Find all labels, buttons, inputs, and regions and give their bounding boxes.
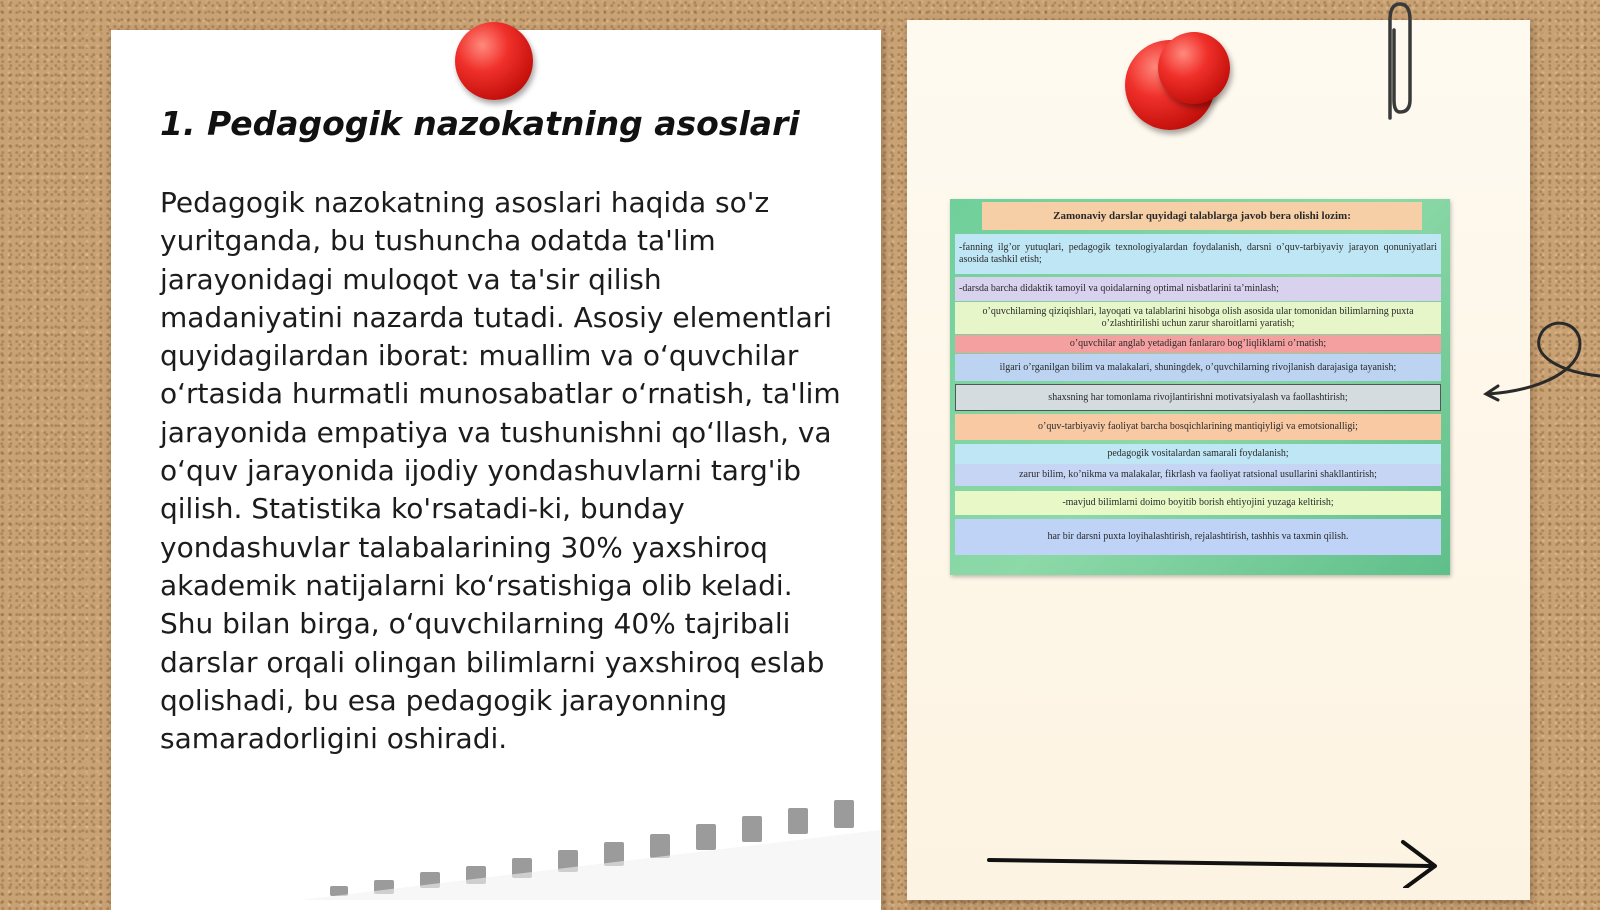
slide-title: 1. Pedagogik nazokatning asoslari	[160, 104, 800, 143]
paperclip-icon	[1378, 0, 1418, 130]
requirements-table	[950, 199, 1450, 575]
curly-arrow-doodle	[1480, 310, 1600, 410]
table-row: o’quvchilar anglab yetadigan fanlararo bog’liqliklarni o’rnatish;	[955, 335, 1441, 353]
table-row: shaxsning har tomonlama rivojlantirishni motivatsiyalash va faollashtirish;	[955, 384, 1441, 411]
pushpin-head-icon	[1158, 32, 1230, 104]
table-row: zarur bilim, ko’nikma va malakalar, fikrlash va faoliyat ratsional usullarini shakllantirish;	[955, 464, 1441, 486]
table-row: o’quvchilarning qiziqishlari, layoqati va talablarini hisobga olish asosida ular tomonidan bilimlarning puxta o’zlashtirilishi uchun zarur sharoitlarni yaratish;	[955, 302, 1441, 334]
slide-body-text: Pedagogik nazokatning asoslari haqida so'z yuritganda, bu tushuncha odatda ta'lim jarayonidagi muloqot va ta'sir qilish madaniyatini nazarda tutadi. Asosiy elementlari quyidagilardan iborat: muallim va o‘quvchilar o‘rtasida hurmatli munosabatlar o‘rnatish, ta'lim jarayonida empatiya va tushunishni qo‘llash, va o‘quv jarayonida ijodiy yondashuvlarni targ'ib qilish. Statistika ko'rsatadi-ki, bunday yondashuvlar talabalarining 30% yaxshiroq akademik natijalarni ko‘rsatishiga olib keladi. Shu bilan birga, o‘quvchilarning 40% tajribali darslar orqali olingan bilimlarni yaxshiroq eslab qolishadi, bu esa pedagogik jarayonning samaradorligini oshiradi.	[160, 186, 841, 756]
table-row: -darsda barcha didaktik tamoyil va qoidalarning optimal nisbatlarini ta’minlash;	[955, 277, 1441, 301]
table-row: pedagogik vositalardan samarali foydalanish;	[955, 444, 1441, 464]
table-header: Zamonaviy darslar quyidagi talablarga javob bera olishi lozim:	[982, 202, 1422, 230]
table-row: -fanning ilg’or yutuqlari, pedagogik texnologiyalardan foydalanish, darsni o’quv-tarbiyaviy jarayon qonuniyatlari asosida tashkil etish;	[955, 234, 1441, 274]
table-row: o’quv-tarbiyaviy faoliyat barcha bosqichlarining mantiqiyligi va emotsionalligi;	[955, 414, 1441, 440]
table-row: -mavjud bilimlarni doimo boyitib borish ehtiyojini yuzaga keltirish;	[955, 491, 1441, 515]
table-row: ilgari o’rganilgan bilim va malakalari, shuningdek, o’quvchilarning rivojlanish darajasiga tayanish;	[955, 354, 1441, 381]
table-row: har bir darsni puxta loyihalashtirish, rejalashtirish, tashhis va taxmin qilish.	[955, 519, 1441, 555]
pushpin-icon	[455, 22, 533, 100]
torn-paper-edge	[300, 790, 880, 900]
right-arrow-doodle	[985, 838, 1445, 888]
